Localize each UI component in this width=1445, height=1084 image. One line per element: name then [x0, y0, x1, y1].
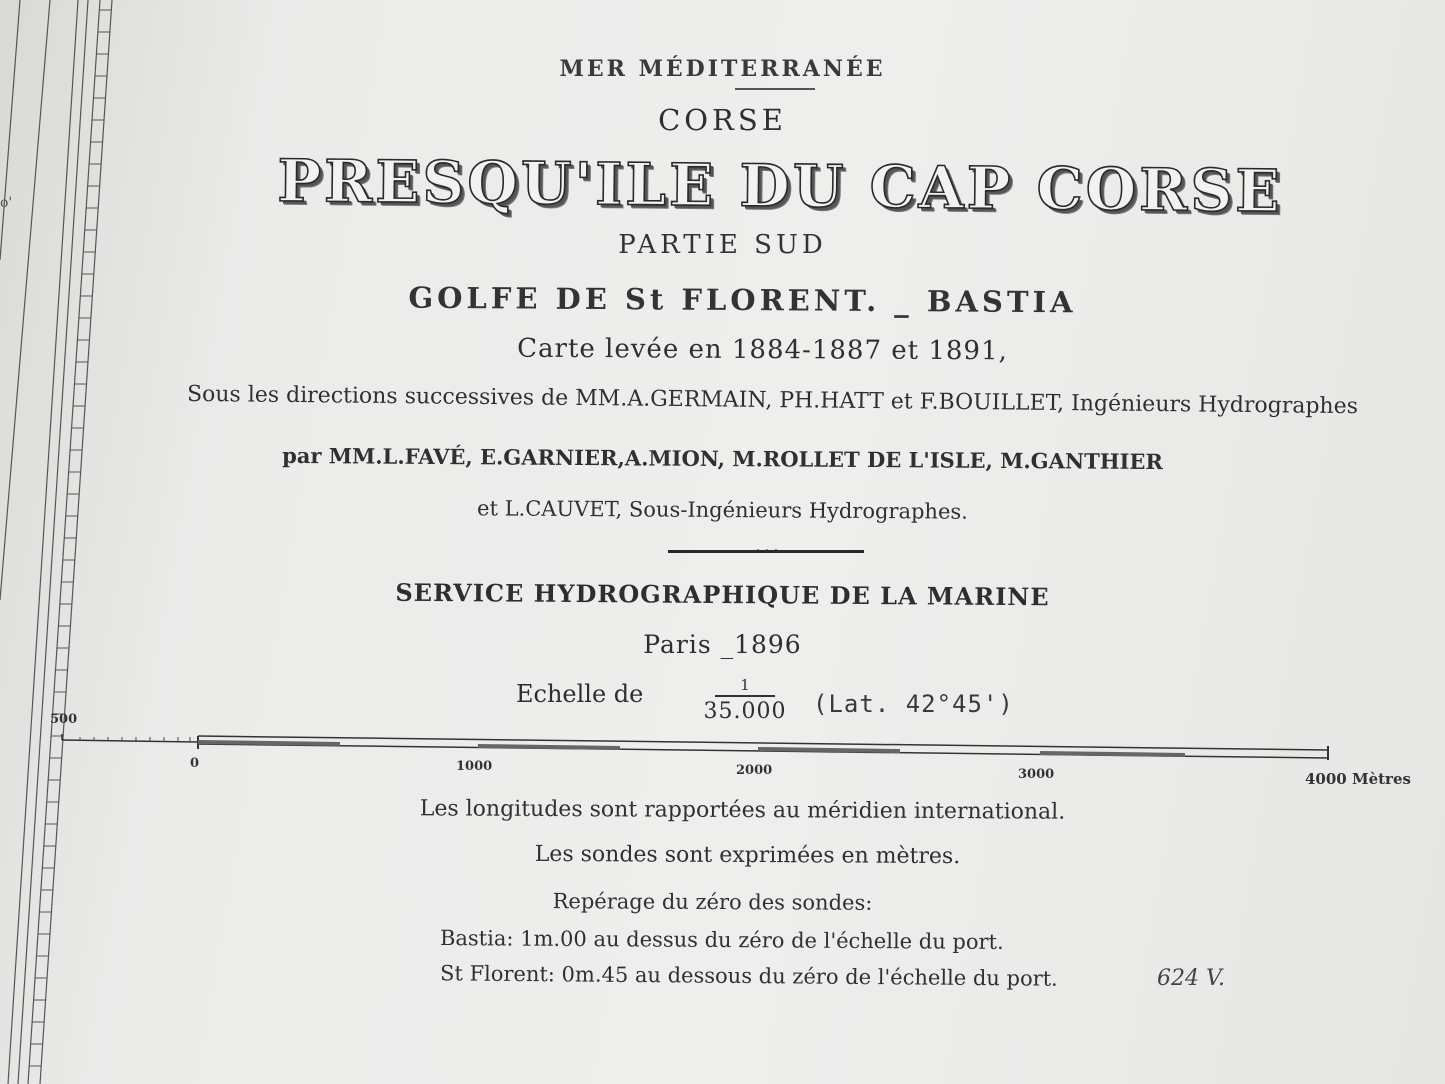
scale-caption: Echelle de	[516, 680, 644, 708]
scale-tick-2000: 2000	[736, 763, 773, 778]
chart-number: 624 V.	[1157, 966, 1226, 991]
scale-tick-0: 0	[190, 756, 200, 771]
note-bastia-datum: Bastia: 1m.00 au dessus du zéro de l'échelle du port.	[439, 926, 1004, 954]
note-soundings: Les sondes sont exprimées en mètres.	[534, 841, 961, 870]
chart-subtitle: GOLFE DE St FLORENT. _ BASTIA	[408, 280, 1077, 320]
scale-numerator: 1	[740, 676, 750, 694]
survey-surveyors: par MM.L.FAVÉ, E.GARNIER,A.MION, M.ROLLET DE L'ISLE, M.GANTHIER	[282, 442, 1163, 475]
scale-left-label: 500	[50, 712, 78, 727]
scale-bar	[0, 700, 1445, 760]
survey-assistants: et L.CAUVET, Sous-Ingénieurs Hydrographes.	[477, 496, 968, 524]
note-datum-heading: Repérage du zéro des sondes:	[552, 889, 873, 915]
region-name: CORSE	[658, 103, 787, 137]
scale-denominator: 35.000	[703, 699, 787, 724]
note-longitudes: Les longitudes sont rapportées au méridien international.	[419, 796, 1066, 825]
sea-name: MER MÉDITERRANÉE	[559, 56, 886, 82]
publisher-place-date: Paris _1896	[643, 630, 802, 659]
border-minute-mark: o'	[0, 195, 13, 211]
survey-directors: Sous les directions successives de MM.A.GERMAIN, PH.HATT et F.BOUILLET, Ingénieurs Hydrographes	[186, 381, 1359, 420]
scale-tick-1000: 1000	[456, 759, 493, 774]
fraction-bar	[715, 695, 775, 697]
scale-latitude: (Lat. 42°45')	[813, 690, 1014, 718]
scale-tick-3000: 3000	[1018, 767, 1055, 782]
separator-ornament	[752, 546, 782, 556]
ornament-rule	[735, 88, 815, 90]
survey-dates: Carte levée en 1884-1887 et 1891,	[517, 333, 1008, 367]
publisher-service: SERVICE HYDROGRAPHIQUE DE LA MARINE	[395, 577, 1050, 612]
scale-tick-4000: 4000 Mètres	[1305, 770, 1411, 788]
chart-part: PARTIE SUD	[618, 230, 827, 260]
note-st-florent-datum: St Florent: 0m.45 au dessous du zéro de l'échelle du port.	[439, 961, 1058, 991]
chart-title: PRESQU'ILE DU CAP CORSE	[277, 146, 1283, 226]
chart-border-graduation	[0, 0, 115, 1084]
